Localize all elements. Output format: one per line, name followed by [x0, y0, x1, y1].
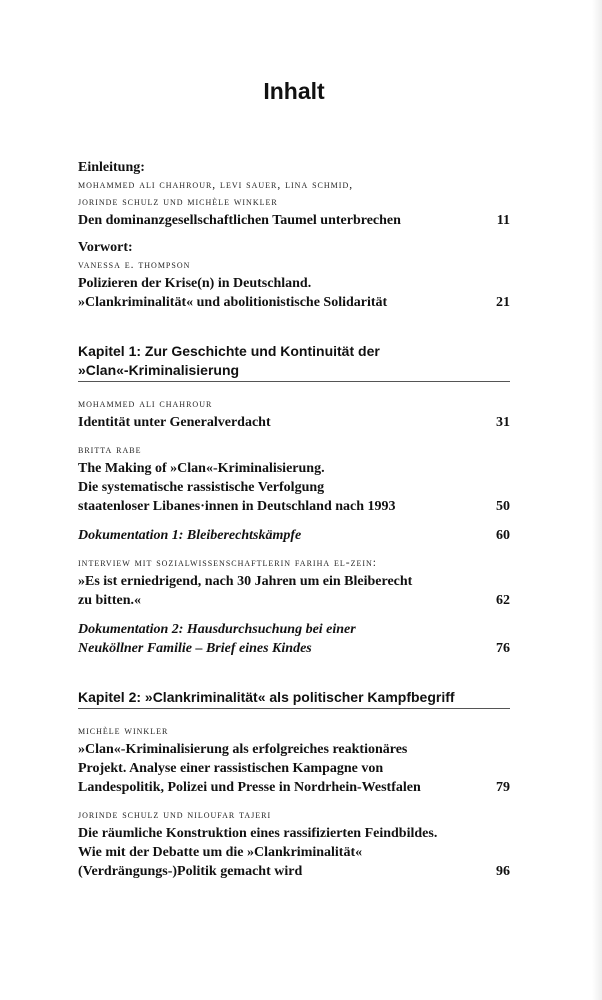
entry-title-line: »Clan«-Kriminalisierung als erfolgreiches reaktionäres: [78, 742, 408, 757]
entry-title-row: [78, 526, 510, 545]
entry-title-line: Projekt. Analyse einer rassistischen Kampagne von: [78, 761, 384, 776]
entry-authors: jorinde schulz und michèle winkler: [78, 196, 278, 208]
toc-entry-documentation: [78, 620, 510, 658]
chapter-2-heading: [78, 688, 510, 709]
chapter-1-heading: [78, 342, 510, 382]
entry-authors: britta rabe: [78, 444, 142, 456]
entry-title-row: [78, 211, 510, 230]
entry-title-line: Die räumliche Konstruktion eines rassifizierten Feindbildes.: [78, 826, 438, 841]
entry-authors: interview mit sozialwissenschaftlerin fariha el-zein:: [78, 557, 378, 569]
page-number: 21: [496, 295, 510, 310]
entry-authors: michèle winkler: [78, 725, 169, 737]
page-number: 60: [496, 528, 510, 543]
entry-authors: vanessa e. thompson: [78, 259, 191, 271]
entry-title-line: Dokumentation 1: Bleiberechtskämpfe: [78, 528, 302, 543]
entry-authors: jorinde schulz und niloufar tajeri: [78, 809, 272, 821]
toc-entry-documentation: [78, 526, 510, 545]
page-number: 31: [496, 415, 510, 430]
entry-title-row: [78, 413, 510, 432]
entry-title-row: [78, 740, 510, 797]
entry-title-line: Dokumentation 2: Hausdurchsuchung bei einer: [78, 622, 356, 637]
page-number: 50: [496, 499, 510, 514]
toc-entry: [78, 723, 510, 797]
entry-title-row: [78, 274, 510, 312]
entry-title-row: [78, 620, 510, 658]
toc-entry: [78, 442, 510, 516]
entry-title-line: Den dominanzgesellschaftlichen Taumel unterbrechen: [78, 213, 401, 228]
entry-title-line: Polizieren der Krise(n) in Deutschland.: [78, 276, 312, 291]
page-edge-shadow: [592, 0, 602, 1000]
entry-label: Einleitung:: [78, 160, 145, 175]
toc-entry-interview: [78, 555, 510, 610]
toc-entry-preface: [78, 238, 510, 312]
page-title: Inhalt: [263, 78, 325, 104]
entry-authors: mohammed ali chahrour, levi sauer, lina schmid,: [78, 179, 354, 191]
toc-entry: [78, 396, 510, 432]
entry-title-line: Neuköllner Familie – Brief eines Kindes: [78, 641, 312, 656]
chapter-title-line: Kapitel 2: »Clankriminalität« als politischer Kampfbegriff: [78, 689, 455, 705]
chapter-title-line: »Clan«-Kriminalisierung: [78, 362, 240, 378]
entry-title-line: staatenloser Libanes·innen in Deutschland nach 1993: [78, 499, 396, 514]
page-number: 96: [496, 864, 510, 879]
entry-title-line: Wie mit der Debatte um die »Clankriminalität«: [78, 845, 363, 860]
page-number: 76: [496, 641, 510, 656]
entry-title-line: zu bitten.«: [78, 593, 141, 608]
entry-title-line: Landespolitik, Polizei und Presse in Nordrhein-Westfalen: [78, 780, 421, 795]
page-number: 11: [496, 213, 510, 228]
entry-authors: mohammed ali chahrour: [78, 398, 213, 410]
entry-title-line: The Making of »Clan«-Kriminalisierung.: [78, 461, 325, 476]
page-number: 62: [496, 593, 510, 608]
entry-title-row: [78, 572, 510, 610]
entry-label: Vorwort:: [78, 240, 133, 255]
entry-title-line: Die systematische rassistische Verfolgung: [78, 480, 325, 495]
page-number: 79: [496, 780, 510, 795]
toc-entry-introduction: [78, 158, 510, 230]
entry-title-line: Identität unter Generalverdacht: [78, 415, 271, 430]
toc-entry: [78, 807, 510, 881]
entry-title-row: [78, 824, 510, 881]
entry-title-row: [78, 459, 510, 516]
entry-title-line: (Verdrängungs-)Politik gemacht wird: [78, 864, 303, 879]
table-of-contents: [78, 158, 510, 891]
entry-title-line: »Clankriminalität« und abolitionistische Solidarität: [78, 295, 388, 310]
chapter-title-line: Kapitel 1: Zur Geschichte und Kontinuität der: [78, 343, 380, 359]
entry-title-line: »Es ist erniedrigend, nach 30 Jahren um ein Bleiberecht: [78, 574, 413, 589]
